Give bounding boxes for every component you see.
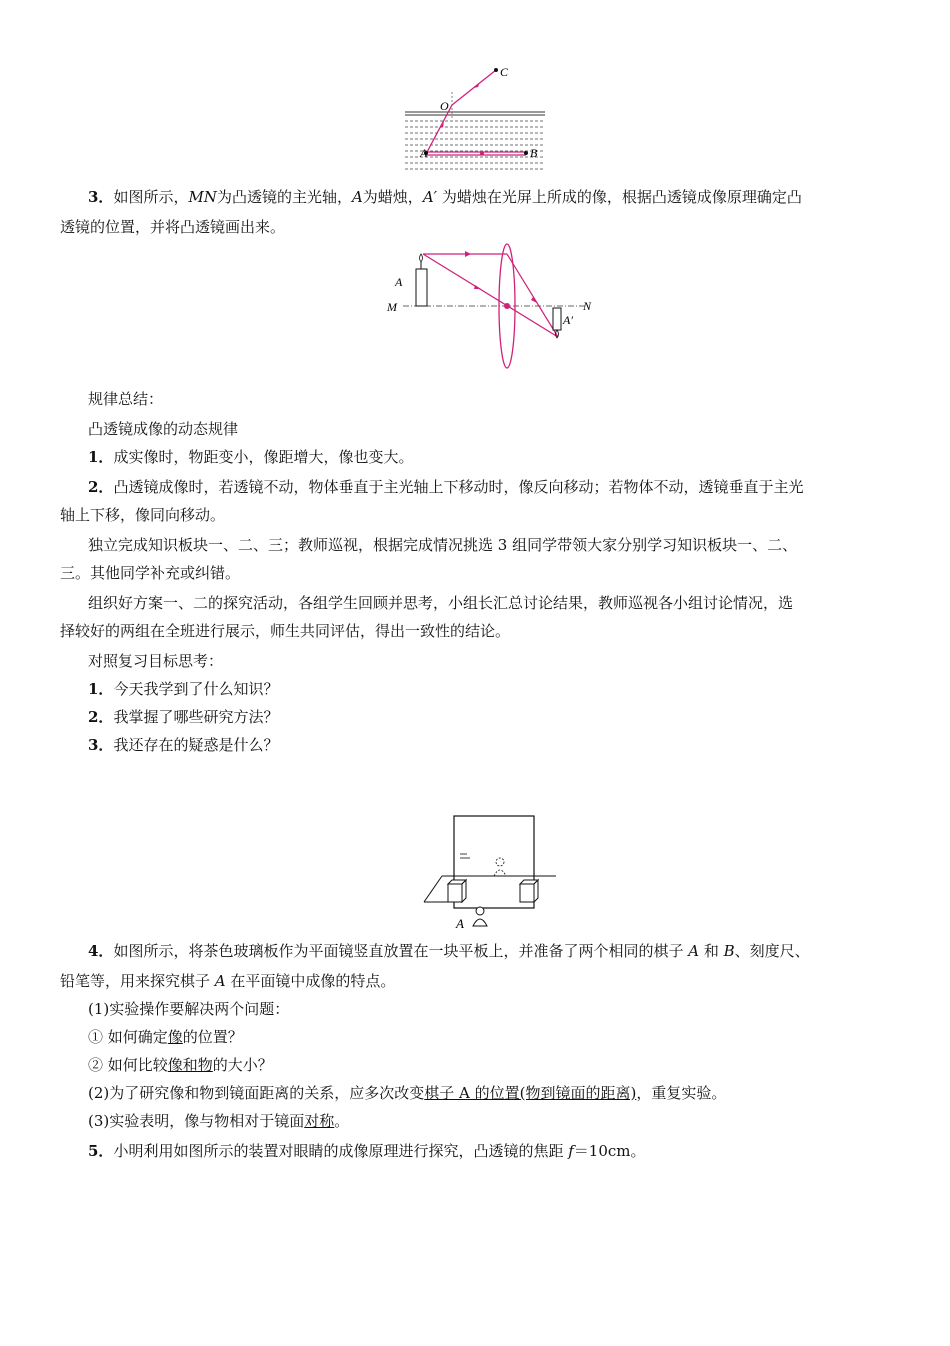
- rule-2-line-2: 轴上下移，像同向移动。: [60, 506, 226, 524]
- question-4-part-1a: ① 如何确定像的位置？: [88, 1028, 243, 1046]
- paragraph-2-line-1: 组织好方案一、二的探究活动，各组学生回顾并思考，小组长汇总讨论结果，教师巡视各小组讨论情况，选: [88, 594, 794, 612]
- question-4-part-1: (1)实验操作要解决两个问题：: [88, 1000, 290, 1018]
- question-4-part-2: (2)为了研究像和物到镜面距离的关系，应多次改变棋子 A 的位置(物到镜面的距离)，重复实验。: [88, 1084, 727, 1102]
- label-a-prime: A′: [563, 313, 573, 327]
- reflect-title: 对照复习目标思考：: [88, 652, 224, 670]
- reflect-q2: 2．我掌握了哪些研究方法？: [88, 708, 279, 726]
- plane-mirror-figure: [420, 812, 560, 932]
- question-3-line-1: 3．如图所示，MN为凸透镜的主光轴，A为蜡烛，A′ 为蜡烛在光屏上所成的像，根据凸透镜成像原理确定凸: [88, 188, 802, 206]
- question-4-part-3: (3)实验表明，像与物相对于镜面对称。: [88, 1112, 350, 1130]
- label-m: M: [387, 300, 397, 314]
- paragraph-1-line-1: 独立完成知识板块一、二、三；教师巡视，根据完成情况挑选 3 组同学带领大家分别学习知识板块一、二、: [88, 536, 798, 554]
- label-b: B: [530, 146, 538, 160]
- label-a: A: [456, 916, 464, 931]
- label-a: A: [395, 275, 403, 289]
- question-4-line-1: 4．如图所示，将茶色玻璃板作为平面镜竖直放置在一块平板上，并准备了两个相同的棋子 A 和 B、刻度尺、: [88, 942, 810, 960]
- refraction-figure: [400, 60, 550, 175]
- question-5: 5．小明利用如图所示的装置对眼睛的成像原理进行探究，凸透镜的焦距 f＝10cm。: [88, 1142, 646, 1160]
- label-c: C: [500, 65, 509, 79]
- question-3-line-2: 透镜的位置，并将凸透镜画出来。: [60, 218, 286, 236]
- reflect-q3: 3．我还存在的疑惑是什么？: [88, 736, 279, 754]
- paragraph-2-line-2: 择较好的两组在全班进行展示，师生共同评估，得出一致性的结论。: [60, 622, 511, 640]
- convex-lens-figure: [385, 240, 595, 370]
- paragraph-1-line-2: 三。其他同学补充或纠错。: [60, 564, 241, 582]
- label-n: N: [583, 299, 592, 313]
- summary-subtitle: 凸透镜成像的动态规律: [88, 420, 239, 438]
- label-a: A: [420, 146, 428, 160]
- reflect-q1: 1．今天我学到了什么知识？: [88, 680, 279, 698]
- rule-2-line-1: 2．凸透镜成像时，若透镜不动，物体垂直于主光轴上下移动时，像反向移动；若物体不动，透镜垂直于主光: [88, 478, 804, 496]
- summary-title: 规律总结：: [88, 390, 164, 408]
- label-o: O: [440, 99, 449, 113]
- question-4-part-1b: ② 如何比较像和物的大小？: [88, 1056, 273, 1074]
- rule-1: 1．成实像时，物距变小，像距增大，像也变大。: [88, 448, 414, 466]
- question-4-line-2: 铅笔等，用来探究棋子 A 在平面镜中成像的特点。: [60, 972, 396, 990]
